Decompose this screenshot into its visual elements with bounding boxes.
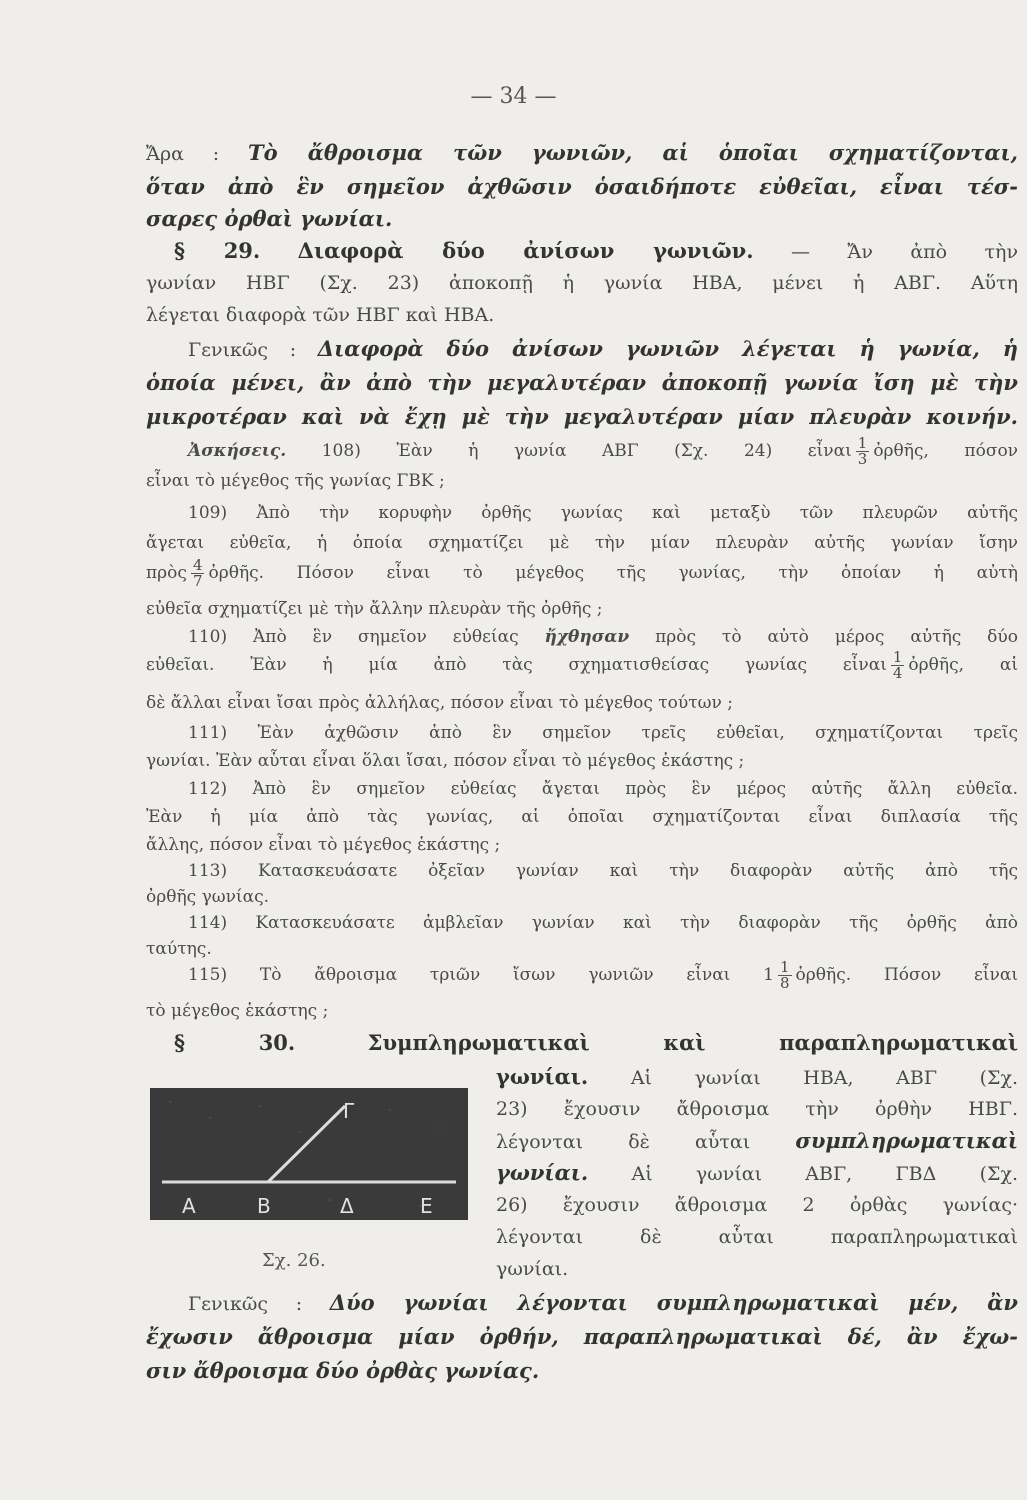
ex110-line2: [146, 648, 1018, 682]
def2-line2: ἔχωσιν ἄθροισμα μίαν ὀρθήν, παραπληρωματικαὶ δέ, ἂν ἔχω-: [146, 1324, 1018, 1349]
ex108-text-a: 108) Ἐὰν ἡ γωνία ΑΒΓ (Σχ. 24) εἶναι: [286, 441, 852, 461]
ex115-line2: τὸ μέγεθος ἑκάστης ;: [146, 1001, 329, 1021]
figure-26-drawing: [150, 1088, 468, 1220]
fig-label-a: Α: [182, 1194, 196, 1218]
ex109-line4: εὐθεῖα σχηματίζει μὲ τὴν ἄλλην πλευρὰν τῆς ὀρθῆς ;: [146, 599, 603, 619]
def2-lead: Γενικῶς :: [188, 1293, 330, 1315]
def1-line3: μικροτέραν καὶ νὰ ἔχῃ μὲ τὴν μεγαλυτέραν μίαν πλευρὰν κοινήν.: [146, 404, 1018, 429]
section-29-title: Διαφορὰ δύο ἀνίσων γωνιῶν.: [297, 238, 754, 263]
section-29-number: § 29.: [174, 238, 261, 263]
section-29-line3: λέγεται διαφορὰ τῶν ΗΒΓ καὶ ΗΒΑ.: [146, 304, 495, 326]
ex108-line1: [188, 434, 1018, 468]
ex108-text-b: ὀρθῆς, πόσον: [873, 441, 1019, 461]
section-29-line1-rest: — Ἄν ἀπὸ τὴν: [753, 241, 1018, 263]
ex110-line3: δὲ ἄλλαι εἶναι ἴσαι πρὸς ἀλλήλας, πόσον εἶναι τὸ μέγεθος τούτων ;: [146, 693, 733, 713]
ex109-text-a: πρὸς: [146, 563, 187, 583]
ex110-text-c: πρὸς τὸ αὐτὸ μέρος αὐτῆς δύο: [629, 627, 1018, 647]
ex109-line1: 109) Ἀπὸ τὴν κορυφὴν ὀρθῆς γωνίας καὶ μεταξὺ τῶν πλευρῶν αὐτῆς: [188, 503, 1018, 523]
para1-line2: ὅταν ἀπὸ ἓν σημεῖον ἀχθῶσιν ὁσαιδήποτε εὐθεῖαι, εἶναι τέσ-: [146, 174, 1018, 199]
ex114-line2: ταύτης.: [146, 939, 212, 959]
def2-line1: [188, 1290, 1018, 1317]
fig-label-d: Δ: [340, 1194, 354, 1218]
ex114-line1: 114) Κατασκευάσατε ἀμβλεῖαν γωνίαν καὶ τὴν διαφορὰν τῆς ὀρθῆς ἀπὸ: [188, 913, 1018, 933]
def1-lead: Γενικῶς :: [188, 339, 318, 361]
fig-label-b: Β: [257, 1194, 271, 1218]
ex109-line3: [146, 556, 1018, 590]
ex110-text-a: 110) Ἀπὸ ἓν σημεῖον εὐθείας: [188, 627, 545, 647]
ex112-line1: 112) Ἀπὸ ἓν σημεῖον εὐθείας ἄγεται πρὸς ἓν μέρος αὐτῆς ἄλλη εὐθεῖα.: [188, 779, 1018, 799]
ex113-line1: 113) Κατασκευάσατε ὀξεῖαν γωνίαν καὶ τὴν διαφορὰν αὐτῆς ἀπὸ τῆς: [188, 861, 1018, 881]
ex110-numerator: 1: [892, 648, 903, 666]
def1-line1: [188, 336, 1018, 363]
ex110-emph: ἤχθησαν: [544, 627, 630, 647]
ex110-denominator: 4: [892, 664, 903, 682]
ex115-line1: [188, 958, 1018, 992]
para1-line3: σαρες ὀρθαὶ γωνίαι.: [146, 206, 393, 231]
section-30-r4-text: Αἱ γωνίαι ΑΒΓ, ΓΒΔ (Σχ.: [588, 1163, 1018, 1185]
section-30-number: § 30.: [174, 1030, 296, 1055]
section-30-r3-text: λέγονται δὲ αὗται: [496, 1131, 796, 1153]
ex115-text-a: 115) Τὸ ἄθροισμα τριῶν ἴσων γωνιῶν εἶναι 1: [188, 965, 774, 985]
figure-26-caption: Σχ. 26.: [262, 1250, 326, 1271]
section-30-r4-emph: γωνίαι.: [496, 1160, 589, 1185]
ex109-text-b: ὀρθῆς. Πόσον εἶναι τὸ μέγεθος τῆς γωνίας, τὴν ὁποίαν ἡ αὐτὴ: [208, 563, 1018, 583]
def2-line3: σιν ἄθροισμα δύο ὀρθὰς γωνίας.: [146, 1358, 540, 1383]
ex110-text-e: ὀρθῆς, αἱ: [908, 655, 1019, 675]
ex108-line2: εἶναι τὸ μέγεθος τῆς γωνίας ΓΒΚ ;: [146, 471, 445, 491]
section-30-r3: [496, 1128, 1018, 1155]
section-30-r7: γωνίαι.: [496, 1258, 569, 1280]
ex110-fraction: [891, 650, 905, 681]
section-30-r6: λέγονται δὲ αὗται παραπληρωματικαὶ: [496, 1226, 1018, 1248]
section-30-r2: 23) ἔχουσιν ἄθροισμα τὴν ὀρθὴν ΗΒΓ.: [496, 1098, 1018, 1120]
section-30-r1: [496, 1064, 1018, 1091]
ex108-numerator: 1: [857, 434, 868, 452]
ex113-line2: ὀρθῆς γωνίας.: [146, 887, 270, 907]
ex109-denominator: 7: [192, 572, 203, 590]
ex109-line2: ἄγεται εὐθεῖα, ἡ ὁποία σχηματίζει μὲ τὴν μίαν πλευρὰν αὐτῆς γωνίαν ἴσην: [146, 533, 1018, 553]
ex115-numerator: 1: [780, 958, 790, 976]
section-29-line2: γωνίαν ΗΒΓ (Σχ. 23) ἀποκοπῇ ἡ γωνία ΗΒΑ, μένει ἡ ΑΒΓ. Αὕτη: [146, 272, 1018, 294]
section-29-heading: [174, 238, 1018, 265]
def2-emph: Δύο γωνίαι λέγονται συμπληρωματικαὶ μέν, ἂν: [329, 1290, 1018, 1315]
ex115-denominator: 8: [780, 974, 790, 992]
ex108-denominator: 3: [857, 450, 868, 468]
fig-label-g: Γ: [343, 1099, 355, 1123]
para1-lead: Ἄρα :: [146, 143, 248, 165]
exercises-label: Ἀσκήσεις.: [188, 441, 287, 461]
ex109-fraction: [191, 558, 205, 589]
section-30-r1-text: Αἱ γωνίαι ΗΒΑ, ΑΒΓ (Σχ.: [588, 1067, 1018, 1089]
ex112-line2: Ἐὰν ἡ μία ἀπὸ τὰς γωνίας, αἱ ὁποῖαι σχηματίζονται εἶναι διπλασία τῆς: [146, 807, 1018, 827]
def1-line2: ὁποία μένει, ἂν ἀπὸ τὴν μεγαλυτέραν ἀποκοπῇ γωνία ἴση μὲ τὴν: [146, 370, 1018, 395]
ex111-line1: 111) Ἐὰν ἀχθῶσιν ἀπὸ ἓν σημεῖον τρεῖς εὐθεῖαι, σχηματίζονται τρεῖς: [188, 723, 1018, 743]
section-30-r4: [496, 1160, 1018, 1187]
ex111-line2: γωνίαι. Ἐὰν αὗται εἶναι ὅλαι ἴσαι, πόσον εἶναι τὸ μέγεθος ἑκάστης ;: [146, 751, 745, 771]
fig-label-e: Ε: [420, 1194, 433, 1218]
section-30-heading: [174, 1030, 1018, 1057]
figure-26: [150, 1088, 468, 1220]
ex112-line3: ἄλλης, πόσον εἶναι τὸ μέγεθος ἑκάστης ;: [146, 835, 501, 855]
ex115-text-b: ὀρθῆς. Πόσον εἶναι: [795, 965, 1018, 985]
def1-emph: Διαφορὰ δύο ἀνίσων γωνιῶν λέγεται ἡ γωνία, ἡ: [317, 336, 1018, 361]
page-number: — 34 —: [470, 84, 557, 109]
section-30-r1-bold: γωνίαι.: [496, 1064, 589, 1089]
ex115-fraction: [778, 960, 792, 991]
ex109-numerator: 4: [192, 556, 203, 574]
para1-line1: [146, 140, 1018, 167]
para1-emph: Τὸ ἄθροισμα τῶν γωνιῶν, αἱ ὁποῖαι σχηματίζονται,: [247, 140, 1018, 165]
section-30-r3-emph: συμπληρωματικαὶ: [795, 1128, 1018, 1153]
ex110-line1: [188, 624, 1018, 650]
section-30-title: Συμπληρωματικαὶ καὶ παραπληρωματικαὶ: [367, 1030, 1019, 1055]
ex108-fraction: [856, 436, 870, 467]
ex110-text-d: εὐθεῖαι. Ἐὰν ἡ μία ἀπὸ τὰς σχηματισθείσας γωνίας εἶναι: [146, 655, 887, 675]
section-30-r5: 26) ἔχουσιν ἄθροισμα 2 ὀρθὰς γωνίας·: [496, 1194, 1018, 1216]
